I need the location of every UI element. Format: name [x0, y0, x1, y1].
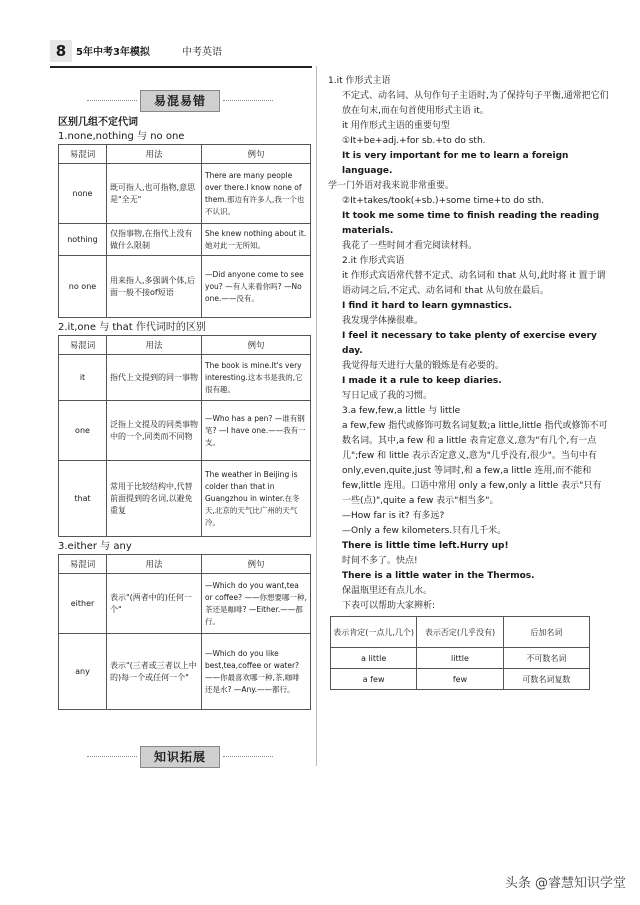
- col-header-example: 例句: [202, 336, 311, 355]
- usage-cell: 既可指人,也可指物,意思是"全无": [107, 164, 202, 224]
- text-line: 写日记成了我的习惯。: [342, 391, 433, 401]
- text-line: It is very important for me to learn a foreign language.: [342, 151, 569, 176]
- col-header-word: 易混词: [59, 555, 107, 574]
- cmp-cell: a few: [331, 669, 417, 690]
- header-rule: [50, 66, 312, 68]
- col-header-usage: 用法: [107, 555, 202, 574]
- table-row: [59, 355, 311, 401]
- text-line: it 作形式宾语常代替不定式、动名词和 that 从句,此时将 it 置于谓语动词之后,不定式、动名词和 that 从句放在最后。: [342, 271, 606, 296]
- cmp-cell: 可数名词复数: [503, 669, 589, 690]
- text-line: It took me some time to finish reading the reading materials.: [342, 211, 600, 236]
- cmp-cell: few: [417, 669, 503, 690]
- section-title-extension: 知识拓展: [140, 746, 220, 768]
- text-line: 不定式、动名词、从句作句子主语时,为了保持句子平衡,通常把它们放在句末,而在句首使用形式主语 it。: [342, 91, 609, 116]
- text-line: ①It+be+adj.+for sb.+to do sth.: [342, 136, 486, 146]
- text-line: 3.a few,few,a little 与 little: [342, 406, 461, 416]
- col-header-example: 例句: [202, 555, 311, 574]
- example-cell: There are many people over there.I know none of them.那边有许多人,我一个也不认识。: [202, 164, 311, 224]
- table-row: [59, 574, 311, 634]
- col-header-word: 易混词: [59, 145, 107, 164]
- word-cell: any: [59, 634, 107, 710]
- left-column: [58, 116, 310, 710]
- word-cell: it: [59, 355, 107, 401]
- cmp-cell: a little: [331, 648, 417, 669]
- column-divider: [316, 66, 317, 766]
- right-column: [328, 74, 610, 690]
- right-text-block: [328, 74, 610, 614]
- text-line: it 用作形式主语的重要句型: [342, 121, 450, 131]
- table-row: [59, 256, 311, 318]
- text-line: I find it hard to learn gymnastics.: [342, 301, 513, 311]
- book-series: 5年中考3年模拟: [76, 47, 150, 58]
- text-line: 下表可以帮助大家辨析:: [342, 601, 436, 611]
- text-line: —How far is it? 有多远?: [342, 511, 445, 521]
- table-row: [59, 401, 311, 461]
- col-header-word: 易混词: [59, 336, 107, 355]
- text-line: a few,few 指代或修饰可数名词复数;a little,little 指代或修饰不可数名词。其中,a few 和 a little 表肯定意义,意为"有几个,有一点儿";few 和 little 表示否定意义,意为"几乎没有,很少"。当句中有 only,even,quite,just 等词时,和 a few,a little 连用,而不能和 few,little 连用。口语中常用 only a few,only a little 表示"只有一些(点)",quite a few 表示"相当多"。: [342, 421, 608, 506]
- word-cell: none: [59, 164, 107, 224]
- watermark: 头条 @睿慧知识学堂: [504, 876, 626, 891]
- section-title-confusables: 易混易错: [140, 90, 220, 112]
- cmp-cell: 不可数名词: [503, 648, 589, 669]
- text-line: —Only a few kilometers.只有几千米。: [342, 526, 507, 536]
- example-cell: —Which do you like best,tea,coffee or water? ——你最喜欢哪一种,茶,咖啡还是水? —Any.——都行。: [202, 634, 311, 710]
- example-cell: —Who has a pen? —谁有钢笔? —I have one.——我有一支。: [202, 401, 311, 461]
- word-cell: that: [59, 461, 107, 537]
- page-number: 8: [50, 40, 72, 62]
- text-line: There is a little water in the Thermos.: [342, 571, 535, 581]
- table-row: [59, 164, 311, 224]
- text-line: 1.it 作形式主语: [328, 76, 391, 86]
- cmp-header-noun: 后加名词: [503, 617, 589, 648]
- group2-title: 2.it,one 与 that 作代词时的区别: [58, 322, 206, 333]
- usage-cell: 指代上文提到的同一事物: [107, 355, 202, 401]
- text-line: I made it a rule to keep diaries.: [342, 376, 502, 386]
- col-header-example: 例句: [202, 145, 311, 164]
- text-line: 我发现学体操很难。: [342, 316, 424, 326]
- text-line: 我花了一些时间才看完阅读材料。: [342, 241, 478, 251]
- usage-cell: 表示"(两者中的)任何一个": [107, 574, 202, 634]
- text-line: 学一门外语对我来说非常重要。: [328, 181, 455, 191]
- cmp-header-positive: 表示肯定(一点儿,几个): [331, 617, 417, 648]
- col-header-usage: 用法: [107, 145, 202, 164]
- group3-table: [58, 554, 311, 710]
- few-little-table: [330, 616, 590, 690]
- group2-table: [58, 335, 311, 537]
- usage-cell: 仅指事物,在指代上没有做什么限制: [107, 224, 202, 256]
- word-cell: either: [59, 574, 107, 634]
- usage-cell: 用来指人,多强调个体,后面一般不接of短语: [107, 256, 202, 318]
- example-cell: —Which do you want,tea or coffee? ——你想要哪一种,茶还是咖啡? —Either.——都行。: [202, 574, 311, 634]
- usage-cell: 表示"(三者或三者以上中的)每一个或任何一个": [107, 634, 202, 710]
- example-cell: She knew nothing about it.她对此一无所知。: [202, 224, 311, 256]
- table-row: [331, 648, 590, 669]
- example-cell: —Did anyone come to see you? —有人来看你吗? —No one.——没有。: [202, 256, 311, 318]
- intro-heading: 区别几组不定代词: [58, 117, 138, 128]
- word-cell: one: [59, 401, 107, 461]
- text-line: There is little time left.Hurry up!: [342, 541, 509, 551]
- table-row: [59, 461, 311, 537]
- word-cell: nothing: [59, 224, 107, 256]
- book-subject: 中考英语: [182, 47, 222, 58]
- text-line: I feel it necessary to take plenty of exercise every day.: [342, 331, 597, 356]
- text-line: 我觉得每天进行大量的锻炼是有必要的。: [342, 361, 505, 371]
- usage-cell: 常用于比较结构中,代替前面提到的名词,以避免重复: [107, 461, 202, 537]
- example-cell: The book is mine.It's very interesting.这本书是我的,它很有趣。: [202, 355, 311, 401]
- group1-title: 1.none,nothing 与 no one: [58, 131, 185, 142]
- table-row: [59, 634, 311, 710]
- text-line: 保温瓶里还有点儿水。: [342, 586, 433, 596]
- text-line: 时间不多了。快点!: [342, 556, 418, 566]
- usage-cell: 泛指上文提及的同类事物中的一个,同类而不同物: [107, 401, 202, 461]
- page-header: [50, 40, 610, 62]
- cmp-cell: little: [417, 648, 503, 669]
- text-line: 2.it 作形式宾语: [342, 256, 405, 266]
- text-line: ②It+takes/took(+sb.)+some time+to do sth.: [342, 196, 545, 206]
- table-row: [59, 224, 311, 256]
- example-cell: The weather in Beijing is colder than that in Guangzhou in winter.在冬天,北京的天气比广州的天气冷。: [202, 461, 311, 537]
- cmp-header-negative: 表示否定(几乎没有): [417, 617, 503, 648]
- group3-title: 3.either 与 any: [58, 541, 132, 552]
- group1-table: [58, 144, 311, 318]
- table-row: [331, 669, 590, 690]
- col-header-usage: 用法: [107, 336, 202, 355]
- word-cell: no one: [59, 256, 107, 318]
